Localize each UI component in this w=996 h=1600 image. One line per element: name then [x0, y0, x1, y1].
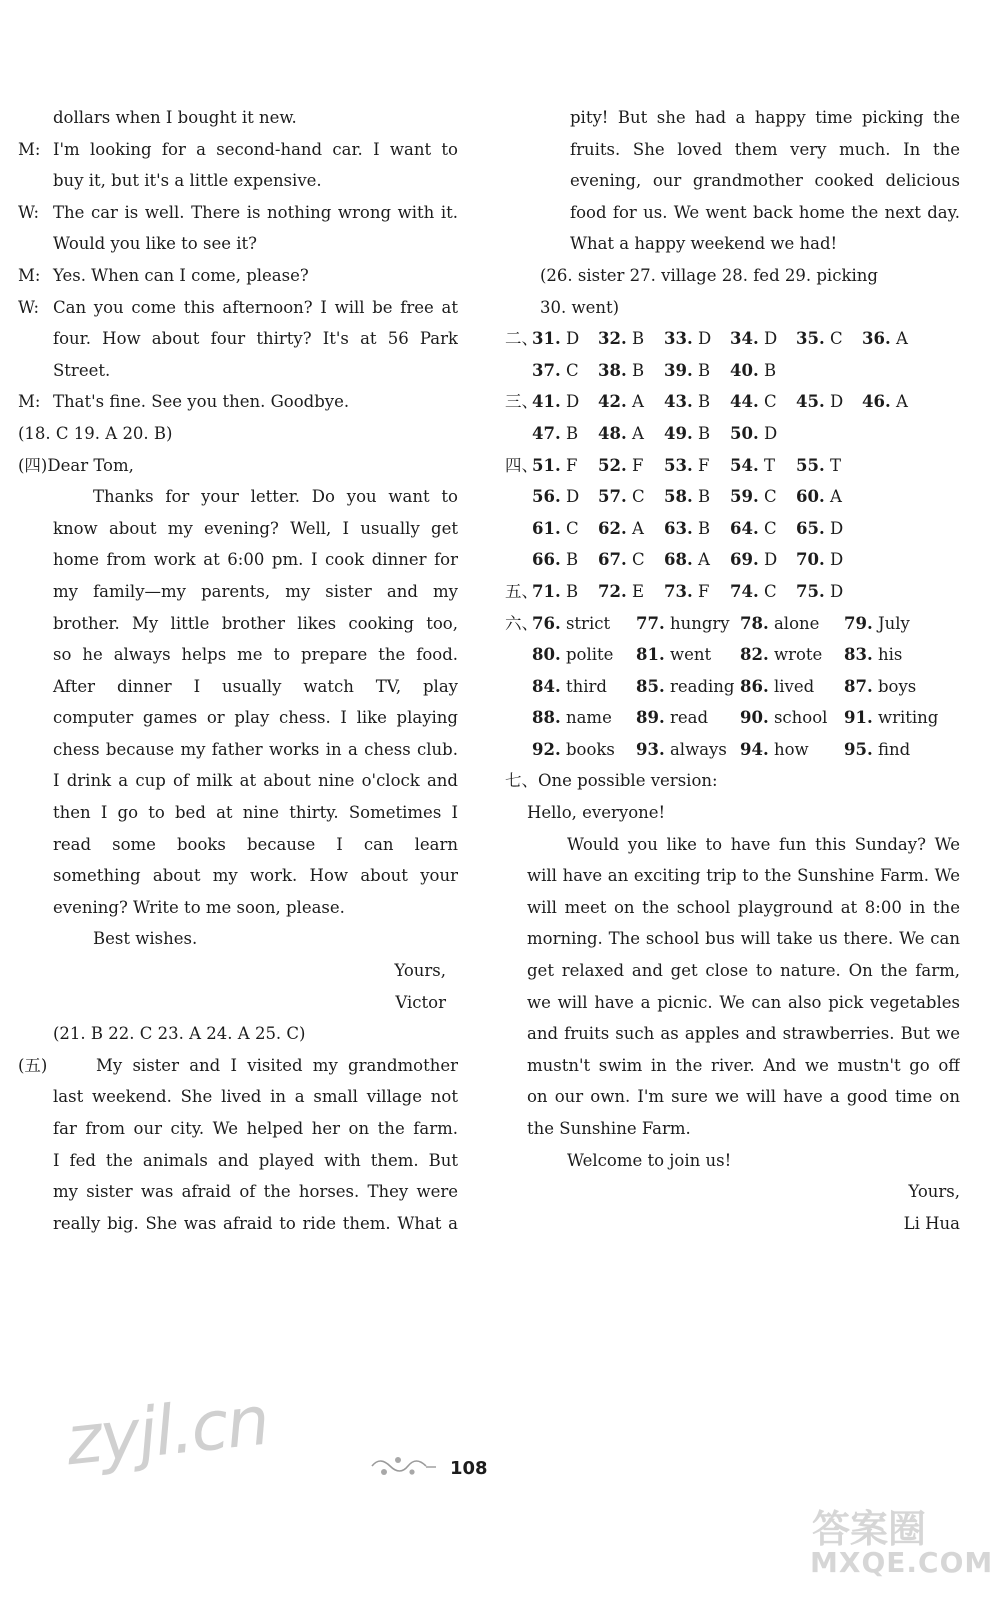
letter-line: computer games or play chess. I like playing — [53, 708, 458, 728]
section-label: 三、 — [505, 392, 538, 412]
story-line: pity! But she had a happy time picking the — [570, 108, 960, 127]
essay-yours: Yours, — [908, 1182, 960, 1202]
answer-item: 57. C — [598, 487, 645, 507]
story-line: fruits. She loved them very much. In the — [570, 139, 960, 159]
dialogue-text: Would you like to see it? — [53, 234, 257, 254]
letter-heading: (四)Dear Tom, — [18, 455, 134, 475]
answer-item: 86. lived — [740, 676, 815, 696]
answer-item: 69. D — [730, 550, 778, 570]
letter-line: read some books because I can learn — [53, 834, 458, 854]
answer-row — [505, 450, 960, 482]
essay-line: and fruits such as apples and strawberries. But we — [527, 1024, 960, 1044]
section-label — [505, 639, 532, 671]
answer-line-21-25: (21. B 22. C 23. A 24. A 25. C) — [53, 1024, 306, 1044]
answer-item: 75. D — [796, 581, 844, 601]
answer-item: 82. wrote — [740, 645, 823, 665]
answer-item: 33. D — [664, 329, 712, 349]
dialogue-line — [18, 323, 458, 355]
essay-line: mustn't swim in the river. And we mustn't go off — [527, 1055, 960, 1075]
answer-line-30: 30. went) — [540, 297, 620, 317]
answer-item: 92. books — [532, 739, 615, 759]
right-column — [505, 102, 960, 1239]
answer-items — [532, 513, 862, 545]
story-first-line — [18, 1050, 458, 1082]
dialogue-text: buy it, but it's a little expensive. — [53, 171, 322, 191]
story-line: my sister was afraid of the horses. They were — [53, 1182, 458, 1202]
answer-key-rows — [505, 323, 960, 607]
answer-items — [532, 734, 948, 766]
letter-line: my family—my parents, my sister and my — [53, 581, 458, 601]
essay-line: will meet on the school playground at 8:00 in the — [527, 897, 960, 917]
section-label: 四、 — [505, 455, 538, 475]
answer-items — [532, 608, 948, 640]
story-body-left — [18, 1081, 458, 1239]
answer-items — [532, 481, 862, 513]
answer-item: 44. C — [730, 392, 777, 412]
answer-item: 67. C — [598, 550, 645, 570]
essay-line: get relaxed and get close to nature. On the farm, — [527, 961, 960, 981]
answer-item: 32. B — [598, 329, 645, 349]
answer-item: 74. C — [730, 581, 777, 601]
letter-closing: Best wishes. — [93, 929, 198, 949]
speaker-label: W: — [18, 202, 40, 222]
answer-item: 93. always — [636, 739, 727, 759]
letter-line: Thanks for your letter. Do you want to — [93, 487, 458, 507]
answer-row — [505, 671, 960, 703]
answer-items — [532, 671, 948, 703]
dialogue-block — [18, 102, 458, 418]
dialogue-line — [18, 165, 458, 197]
essay-signature: Li Hua — [903, 1213, 960, 1233]
answer-items — [532, 355, 796, 387]
answer-item: 48. A — [598, 423, 644, 443]
letter-line: brother. My little brother likes cooking too, — [53, 613, 458, 633]
dialogue-text: Street. — [53, 360, 111, 380]
answer-item: 61. C — [532, 518, 579, 538]
dialogue-line — [18, 260, 458, 292]
dialogue-text: I'm looking for a second-hand car. I want to — [53, 139, 458, 159]
answer-line-18-20: (18. C 19. A 20. B) — [18, 423, 173, 443]
answer-item: 70. D — [796, 550, 844, 570]
answer-item: 87. boys — [844, 676, 917, 696]
answer-item: 55. T — [796, 455, 841, 475]
dialogue-line — [18, 197, 458, 229]
dialogue-line — [18, 386, 458, 418]
section-label: 五、 — [505, 581, 538, 601]
answer-row — [505, 323, 960, 355]
answer-item: 66. B — [532, 550, 579, 570]
answer-item: 76. strict — [532, 613, 611, 633]
answer-items — [532, 386, 928, 418]
answer-item: 43. B — [664, 392, 711, 412]
answer-items — [532, 639, 948, 671]
letter-body — [18, 481, 458, 923]
dialogue-text: Can you come this afternoon? I will be free at — [53, 297, 458, 317]
answer-item: 65. D — [796, 518, 844, 538]
answer-item: 95. find — [844, 739, 911, 759]
answer-item: 42. A — [598, 392, 644, 412]
essay-welcome: Welcome to join us! — [567, 1150, 732, 1170]
answer-item: 85. reading — [636, 676, 735, 696]
answer-item: 77. hungry — [636, 613, 730, 633]
answer-item: 51. F — [532, 455, 578, 475]
story-line: really big. She was afraid to ride them. What a — [53, 1213, 458, 1233]
answer-item: 79. July — [844, 613, 910, 633]
story-line: What a happy weekend we had! — [570, 234, 838, 254]
dialogue-text: four. How about four thirty? It's at 56 Park — [53, 329, 458, 349]
section-label — [505, 702, 532, 734]
essay-line: we will have a picnic. We can also pick vegetables — [527, 992, 960, 1012]
speaker-label: M: — [18, 392, 41, 412]
answer-item: 83. his — [844, 645, 903, 665]
dialogue-text: The car is well. There is nothing wrong with it. — [53, 202, 458, 222]
watermark-site: zyjl.cn — [62, 1381, 272, 1482]
answer-item: 58. B — [664, 487, 711, 507]
dialogue-text: That's fine. See you then. Goodbye. — [53, 392, 350, 412]
section-label — [505, 481, 532, 513]
answer-item: 62. A — [598, 518, 644, 538]
answer-item: 39. B — [664, 360, 711, 380]
section-label — [505, 355, 532, 387]
letter-line: something about my work. How about your — [53, 866, 458, 886]
answer-item: 56. D — [532, 487, 580, 507]
story-label: (五) — [18, 1055, 48, 1075]
answer-item: 60. A — [796, 487, 842, 507]
answer-row — [505, 734, 960, 766]
section-label — [505, 671, 532, 703]
essay-first-line: Would you like to have fun this Sunday? We — [567, 834, 960, 854]
answer-row — [505, 702, 960, 734]
letter-line: home from work at 6:00 pm. I cook dinner for — [53, 550, 458, 570]
answer-row — [505, 386, 960, 418]
letter-yours: Yours, — [394, 961, 446, 981]
answer-item: 41. D — [532, 392, 580, 412]
letter-line: so he always helps me to prepare the food. — [53, 645, 458, 665]
story-line: far from our city. We helped her on the farm. — [53, 1119, 458, 1138]
story-body-right — [505, 102, 960, 260]
page-number: 108 — [450, 1458, 488, 1479]
answer-items — [532, 418, 796, 450]
answer-item: 54. T — [730, 455, 775, 475]
answer-item: 53. F — [664, 455, 710, 475]
answer-item: 84. third — [532, 676, 607, 696]
speaker-label: M: — [18, 139, 41, 159]
story-line: last weekend. She lived in a small village not — [53, 1087, 458, 1107]
essay-line: will have an exciting trip to the Sunshine Farm. We — [527, 866, 960, 886]
story-first-text: My sister and I visited my grandmother — [96, 1055, 458, 1075]
answer-item: 49. B — [664, 423, 711, 443]
answer-item: 63. B — [664, 518, 711, 538]
letter-line: know about my evening? Well, I usually get — [53, 518, 458, 538]
answer-item: 72. E — [598, 581, 645, 601]
answer-item: 94. how — [740, 739, 809, 759]
answer-item: 89. read — [636, 708, 709, 728]
essay-heading: 七、One possible version: — [505, 771, 718, 791]
section-label: 二、 — [505, 329, 538, 349]
answer-item: 40. B — [730, 360, 777, 380]
watermark-logo-text: 答案圈 — [812, 1507, 927, 1551]
section-label: 六、 — [505, 613, 538, 633]
dialogue-line — [18, 102, 458, 134]
answer-item: 81. went — [636, 645, 712, 665]
letter-line: then I go to bed at nine thirty. Sometimes I — [53, 803, 458, 823]
floral-ornament-icon — [368, 1452, 438, 1482]
letter-line: evening? Write to me soon, please. — [53, 897, 345, 917]
essay-body — [505, 860, 960, 1144]
answer-item: 59. C — [730, 487, 777, 507]
essay-greeting: Hello, everyone! — [527, 803, 666, 823]
answer-item: 52. F — [598, 455, 644, 475]
answer-row — [505, 608, 960, 640]
answer-items — [532, 323, 928, 355]
answer-item: 46. A — [862, 392, 908, 412]
answer-item: 90. school — [740, 708, 828, 728]
watermark-logo-url: MXQE.COM — [810, 1546, 994, 1579]
answer-item: 37. C — [532, 360, 579, 380]
dialogue-text: Yes. When can I come, please? — [53, 265, 309, 285]
answer-row — [505, 481, 960, 513]
answer-row — [505, 639, 960, 671]
answer-item: 64. C — [730, 518, 777, 538]
answer-items — [532, 544, 862, 576]
story-line: I fed the animals and played with them. But — [53, 1150, 458, 1170]
answer-item: 73. F — [664, 581, 710, 601]
section-label — [505, 734, 532, 766]
answer-item: 35. C — [796, 329, 843, 349]
answer-line-26-29: (26. sister 27. village 28. fed 29. picking — [540, 265, 878, 285]
letter-line: chess because my father works in a chess club. — [53, 739, 458, 759]
answer-item: 36. A — [862, 329, 908, 349]
answer-item: 47. B — [532, 423, 579, 443]
section-label — [505, 513, 532, 545]
letter-line: After dinner I usually watch TV, play — [53, 676, 458, 696]
answer-row — [505, 576, 960, 608]
answer-item: 78. alone — [740, 613, 820, 633]
dialogue-line — [18, 355, 458, 387]
answer-row — [505, 418, 960, 450]
answer-item: 31. D — [532, 329, 580, 349]
essay-line: morning. The school bus will take us there. We can — [527, 929, 960, 949]
answer-row — [505, 513, 960, 545]
story-line: evening, our grandmother cooked delicious — [570, 171, 960, 191]
dialogue-line — [18, 134, 458, 166]
answer-item: 71. B — [532, 581, 579, 601]
answer-items — [532, 702, 948, 734]
answer-item: 80. polite — [532, 645, 614, 665]
essay-line: the Sunshine Farm. — [527, 1119, 691, 1138]
answer-item: 91. writing — [844, 708, 939, 728]
answer-item: 38. B — [598, 360, 645, 380]
letter-line: I drink a cup of milk at about nine o'clock and — [53, 771, 458, 791]
speaker-label: M: — [18, 265, 41, 285]
dialogue-text: dollars when I bought it new. — [53, 108, 297, 127]
story-line: food for us. We went back home the next day. — [570, 202, 960, 222]
section-label — [505, 544, 532, 576]
answer-item: 88. name — [532, 708, 612, 728]
word-answer-rows — [505, 608, 960, 766]
dialogue-line — [18, 228, 458, 260]
answer-item: 68. A — [664, 550, 710, 570]
letter-signature: Victor — [395, 992, 446, 1012]
answer-row — [505, 544, 960, 576]
speaker-label: W: — [18, 297, 40, 317]
answer-items — [532, 576, 862, 608]
section-label — [505, 418, 532, 450]
answer-item: 34. D — [730, 329, 778, 349]
answer-item: 45. D — [796, 392, 844, 412]
left-column — [18, 102, 458, 1239]
essay-line: on our own. I'm sure we will have a good time on — [527, 1087, 960, 1107]
dialogue-line — [18, 292, 458, 324]
answer-item: 50. D — [730, 423, 778, 443]
answer-row — [505, 355, 960, 387]
answer-items — [532, 450, 862, 482]
